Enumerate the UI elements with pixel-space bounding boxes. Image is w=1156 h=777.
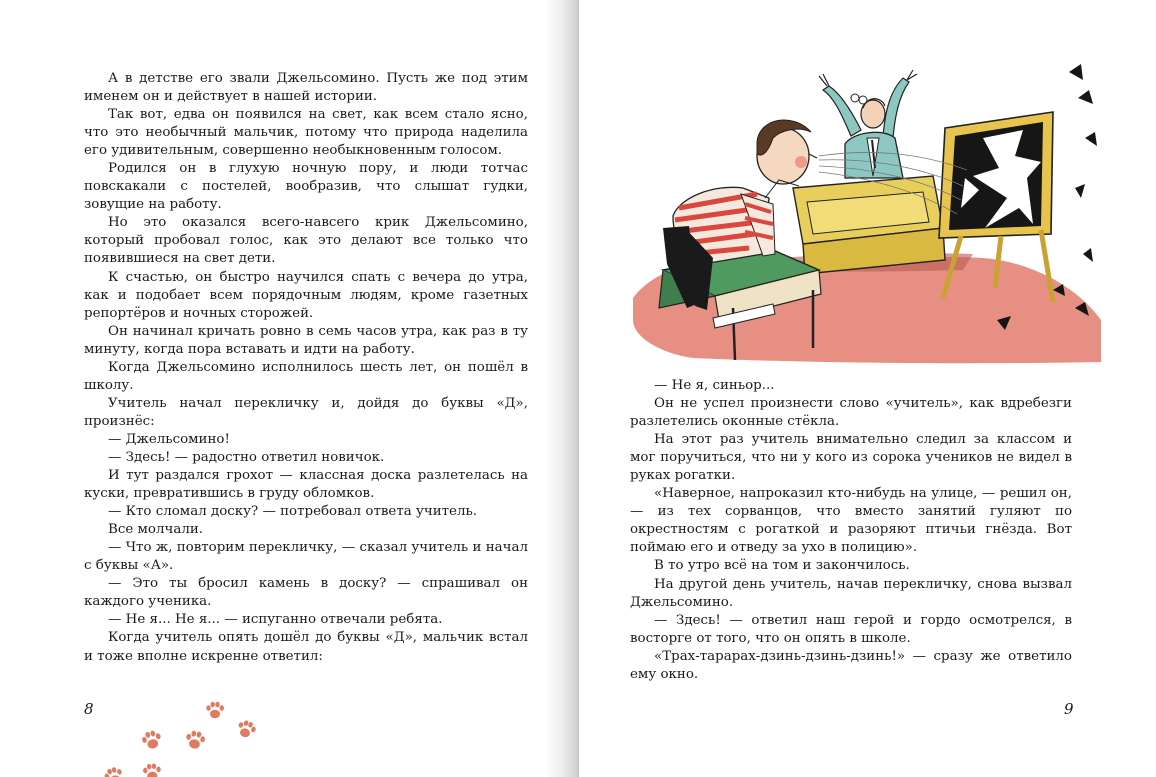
paragraph: «Трах-тарарах-дзинь-дзинь-дзинь!» — сразу же ответило ему окно. bbox=[630, 648, 1072, 682]
paw-print-icon bbox=[185, 730, 207, 751]
paragraph: И тут раздался грохот — классная доска разлетелась на куски, превратившись в груду обломков. bbox=[84, 468, 528, 502]
left-page-text bbox=[84, 70, 528, 666]
paragraph: Учитель начал перекличку и, дойдя до буквы «Д», произнёс: bbox=[84, 395, 528, 429]
paragraph: А в детстве его звали Джельсомино. Пусть же под этим именем он и действует в нашей истории. bbox=[84, 71, 528, 105]
right-page bbox=[579, 0, 1156, 777]
paragraph: На этот раз учитель внимательно следил за классом и мог поручиться, что ни у кого из сорока учеников не видел в руках рогатки. bbox=[630, 432, 1072, 484]
paragraph: Он начинал кричать ровно в семь часов утра, как раз в ту минуту, когда пора вставать и идти на работу. bbox=[84, 323, 528, 357]
paw-print-icon bbox=[103, 765, 125, 777]
paragraph: — Что ж, повторим перекличку, — сказал учитель и начал с буквы «А». bbox=[84, 540, 528, 574]
teacher-figure bbox=[819, 70, 917, 178]
paragraph: Когда Джельсомино исполнилось шесть лет, он пошёл в школу. bbox=[84, 359, 528, 393]
paragraph: — Здесь! — радостно ответил новичок. bbox=[108, 449, 385, 465]
paragraph: Когда учитель опять дошёл до буквы «Д», мальчик встал и тоже вполне искренне ответил: bbox=[84, 630, 528, 664]
paragraph: — Это ты бросил камень в доску? — спрашивал он каждого ученика. bbox=[84, 576, 528, 610]
left-page bbox=[0, 0, 566, 777]
paragraph: На другой день учитель, начав перекличку, снова вызвал Джельсомино. bbox=[630, 576, 1072, 610]
paragraph: В то утро всё на том и закончилось. bbox=[654, 558, 910, 574]
book-gutter-shadow bbox=[544, 0, 580, 777]
teacher-desk bbox=[793, 176, 945, 274]
paragraph: Он не успел произнести слово «учитель», как вдребезги разлетелись оконные стёкла. bbox=[630, 396, 1072, 430]
classroom-illustration bbox=[623, 58, 1103, 364]
paragraph: — Не я, синьор... bbox=[654, 378, 775, 393]
paw-print-icon bbox=[235, 718, 257, 740]
left-page-number: 8 bbox=[84, 700, 94, 718]
paw-print-icon bbox=[143, 763, 162, 777]
paragraph: Но это оказался всего-навсего крик Джельсомино, который пробовал голос, как это делают все только что появившиеся на свет дети. bbox=[84, 215, 528, 267]
right-page-number: 9 bbox=[1064, 700, 1074, 718]
paw-print-icon bbox=[140, 729, 163, 751]
paragraph: — Джельсомино! bbox=[108, 431, 230, 447]
paragraph: — Кто сломал доску? — потребовал ответа учитель. bbox=[108, 504, 478, 520]
paragraph: «Наверное, напроказил кто-нибудь на улице, — решил он, — из тех сорванцов, что вместо занятий гуляют по окрестностям с рогаткой и разоряют птичьи гнёзда. Вот поймаю его и отведу за ухо в полицию». bbox=[630, 486, 1072, 556]
paragraph: К счастью, он быстро научился спать с вечера до утра, как и подобает всем порядочным людям, кроме газетных репортёров и ночных сторожей. bbox=[84, 269, 528, 321]
paragraph: — Не я... Не я... — испуганно отвечали ребята. bbox=[108, 612, 443, 628]
paragraph: Все молчали. bbox=[108, 522, 204, 538]
paw-print-icon bbox=[206, 702, 224, 719]
right-page-text bbox=[630, 377, 1072, 684]
paragraph: — Здесь! — ответил наш герой и гордо осмотрелся, в восторге от того, что он опять в школе. bbox=[630, 612, 1072, 646]
paragraph: Так вот, едва он появился на свет, как всем стало ясно, что это необычный мальчик, потому что природа наделила его удивительным, совершенно необыкновенным голосом. bbox=[84, 107, 528, 159]
paragraph: Родился он в глухую ночную пору, и люди тотчас повскакали с постелей, вообразив, что слышат гудки, зовущие на работу. bbox=[84, 161, 528, 213]
paw-prints-decoration bbox=[100, 695, 280, 777]
